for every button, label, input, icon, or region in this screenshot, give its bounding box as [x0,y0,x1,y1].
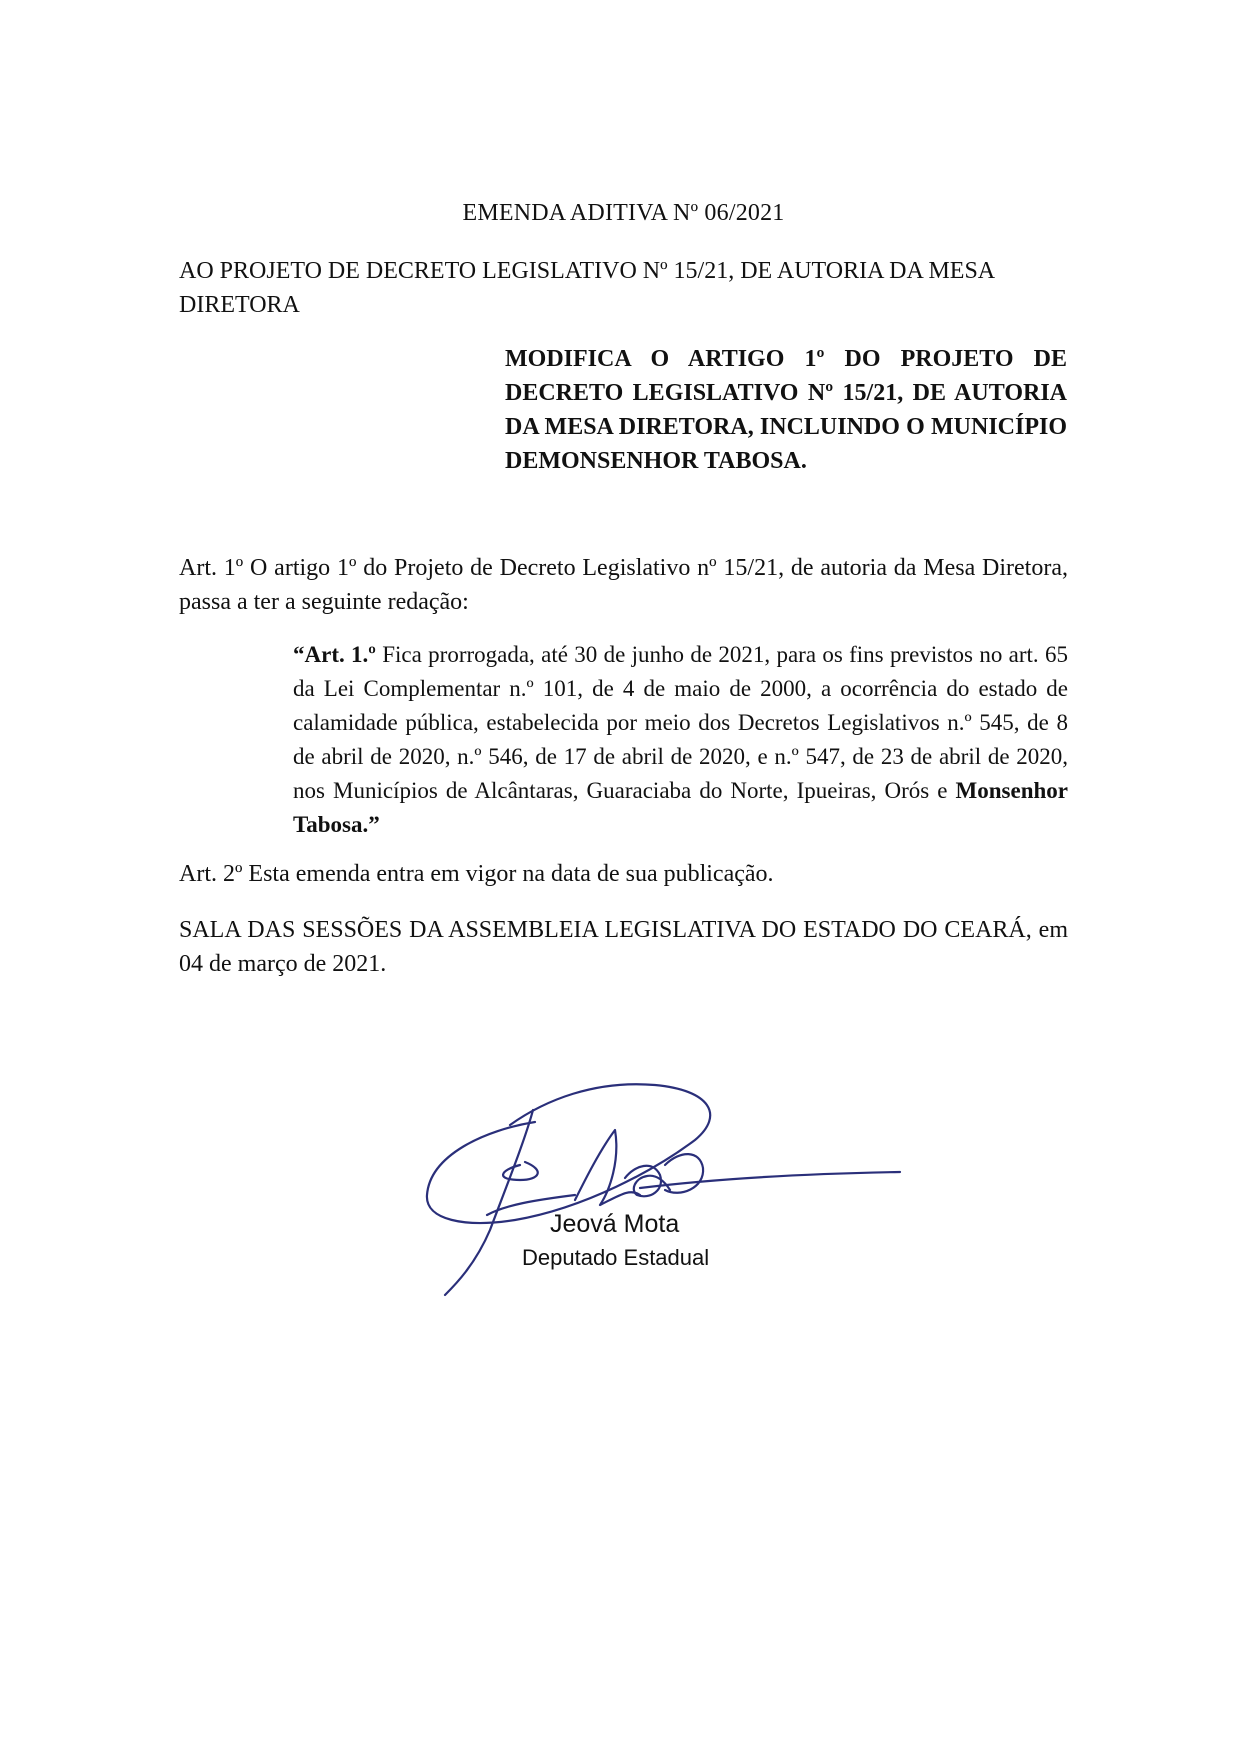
signatory-name: Jeová Mota [550,1210,680,1238]
closing-statement: SALA DAS SESSÕES DA ASSEMBLEIA LEGISLATIVA DO ESTADO DO CEARÁ, em 04 de março de 2021. [179,917,1068,977]
signatory-role: Deputado Estadual [522,1245,710,1270]
quoted-article-lead: “Art. 1.º [293,642,376,667]
document-title: EMENDA ADITIVA Nº 06/2021 [462,200,785,226]
quoted-article-body: Fica prorrogada, até 30 de junho de 2021, para os fins previstos no art. 65 da Lei Complementar n.º 101, de 4 de maio de 2000, a ocorrência do estado de calamidade pública, estabelecida por meio dos Decretos Legislativos n.º 545, de 8 de abril de 2020, n.º 546, de 17 de abril de 2020, e n.º 547, de 23 de abril de 2020, nos Municípios de Alcântaras, Guaraciaba do Norte, Ipueiras, Orós e [293,642,1068,803]
quoted-article [293,638,1068,842]
ementa: MODIFICA O ARTIGO 1º DO PROJETO DE DECRETO LEGISLATIVO Nº 15/21, DE AUTORIA DA MESA DIRETORA, INCLUINDO O MUNICÍPIO DEMONSENHOR TABOSA. [505,346,1067,474]
document-subtitle: AO PROJETO DE DECRETO LEGISLATIVO Nº 15/21, DE AUTORIA DA MESA DIRETORA [179,258,994,318]
article-2: Art. 2º Esta emenda entra em vigor na data de sua publicação. [179,861,774,887]
quoted-article-highlight: Monsenhor Tabosa.” [293,778,1068,837]
article-1: Art. 1º O artigo 1º do Projeto de Decreto Legislativo nº 15/21, de autoria da Mesa Diretora, passa a ter a seguinte redação: [179,555,1068,615]
